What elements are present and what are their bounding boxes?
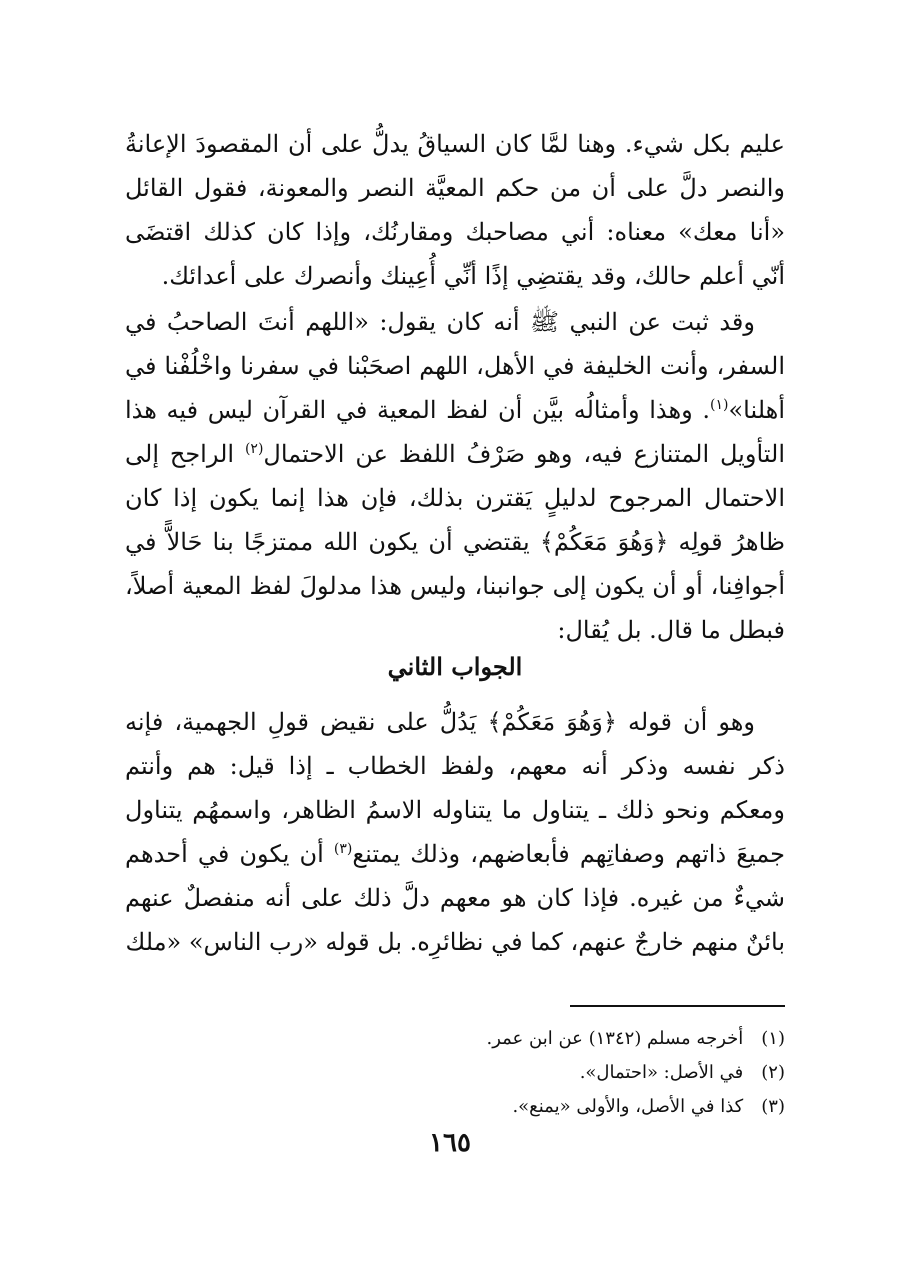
paragraph-1-text: عليم بكل شيء. وهنا لمَّا كان السياقُ يدلُّ على أن المقصودَ الإعانةُ والنصر دلَّ على أن من حكم المعيَّة النصر والمعونة، فقول القائل «أنا معك» معناه: أني مصاحبك ومقارنُك، وإذا كان كذلك اقتضَى أنّي أعلم حالك، وقد يقتضِي إذًا أنِّي أُعِينك وأنصرك على أعدائك. [125,130,785,290]
footnote-item [125,1056,785,1090]
paragraph-3-text [125,700,785,964]
paragraph-3-part-2: أن يكون في أحدهم شيءٌ من غيره. فإذا كان هو معهم دلَّ ذلك على أنه منفصلٌ عنهم بائنٌ منهم خارجٌ عنهم، كما في نظائرِه. بل قوله «رب الناس» «ملك [125,840,785,956]
page-number: ١٦٥ [429,1128,471,1158]
footnote-text: في الأصل: «احتمال». [579,1062,744,1083]
footnote-divider [570,1005,785,1007]
footnote-item [125,1090,785,1124]
footnotes-list [125,1022,785,1124]
paragraph-2 [125,300,785,652]
footnote-number: (٣) [761,1096,785,1117]
footnote-ref-2: (٢) [244,441,264,457]
section-heading: الجواب الثاني [387,652,523,681]
footnote-number: (٢) [761,1062,785,1083]
paragraph-2-part-1: وقد ثبت عن النبي ﷺ أنه كان يقول: «اللهم أنتَ الصاحبُ في السفر، وأنت الخليفة في الأهل، اللهم اصحَبْنا في سفرنا واخْلُفْنا في أهلنا» [125,308,785,424]
footnote-ref-3: (٣) [333,841,353,857]
footnote-text: كذا في الأصل، والأولى «يمنع». [512,1096,744,1117]
footnote-number: (١) [761,1028,785,1049]
footnote-item [125,1022,785,1056]
paragraph-3-part-1: وهو أن قوله ﴿وَهُوَ مَعَكُمْ﴾ يَدُلُّ على نقيض قولِ الجهمية، فإنه ذكر نفسه وذكر أنه معهم، ولفظ الخطاب ـ إذا قيل: هم وأنتم ومعكم ونحو ذلك ـ يتناول ما يتناوله الاسمُ الظاهر، واسمهُم يتناول جميعَ ذاتهم وصفاتِهم فأبعاضهم، وذلك يمتنع [125,708,785,868]
paragraph-2-part-3: الراجح إلى الاحتمال المرجوح لدليلٍ يَقترن بذلك، فإن هذا إنما يكون إذا كان ظاهرُ قولِه ﴿وَهُوَ مَعَكُمْ﴾ يقتضي أن يكون الله ممتزجًا بنا حَالاًّ في أجوافِنا، أو أن يكون إلى جوانبنا، وليس هذا مدلولَ لفظ المعية أصلاً، فبطل ما قال. بل يُقال: [125,440,785,644]
paragraph-2-part-2: . وهذا وأمثالُه بيَّن أن لفظ المعية في القرآن ليس فيه هذا التأويل المتنازع فيه، وهو صَرْفُ اللفظ عن الاحتمال [125,396,785,468]
paragraph-2-text [125,300,785,652]
paragraph-1 [125,122,785,298]
paragraph-3 [125,700,785,964]
footnote-text: أخرجه مسلم (١٣٤٢) عن ابن عمر. [486,1028,744,1049]
footnote-ref-1: (١) [710,397,729,413]
